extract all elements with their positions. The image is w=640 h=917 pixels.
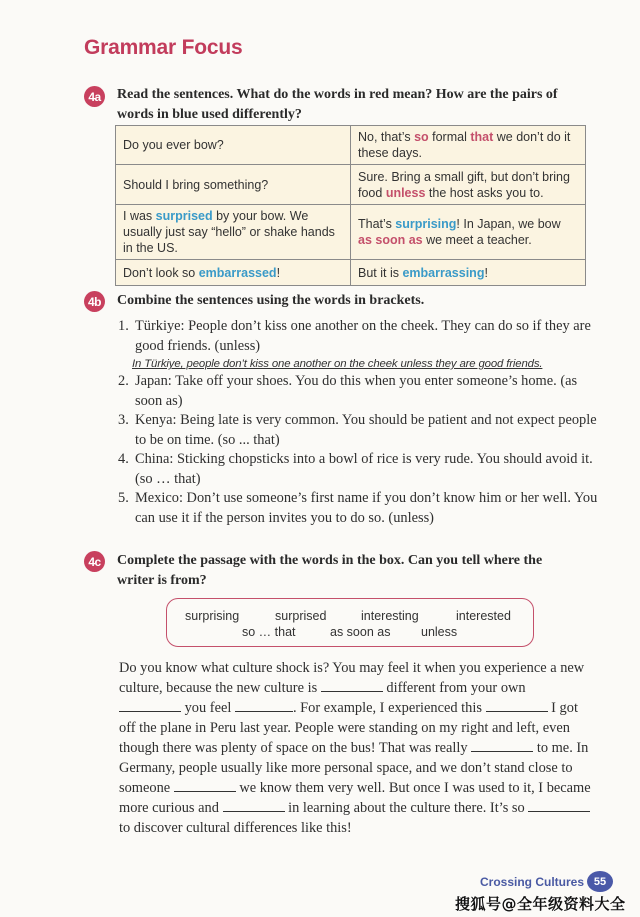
table-cell-right: [351, 165, 586, 205]
exercise-badge-4a: 4a: [84, 86, 105, 107]
passage-text: I got off the plane in Peru last year. People were standing on my right and left, even though there was plenty of space on the bus! That was really: [119, 700, 578, 756]
word-box-item: as soon as: [330, 625, 391, 639]
table-cell-left: [116, 126, 351, 165]
cell-text: formal: [428, 130, 471, 144]
passage-text: to discover cultural differences like this!: [119, 820, 352, 836]
table-row: [116, 165, 586, 205]
cell-text: by your bow. We usually just say “hello” or shake hands in the US.: [123, 209, 335, 255]
cell-text: !: [484, 265, 488, 280]
answer-blank[interactable]: [528, 799, 590, 812]
item-text: Japan: Take off your shoes. You do this when you enter someone’s home. (as soon as): [135, 373, 578, 409]
item-number: 4.: [118, 451, 129, 467]
table-cell-left: [116, 165, 351, 205]
answer-blank[interactable]: [223, 799, 285, 812]
passage-text: different from your own: [382, 680, 526, 696]
item-number: 3.: [118, 412, 129, 428]
passage-text: Do you know what culture shock is? You may feel it when you experience a new culture, because the new culture is: [119, 660, 585, 696]
instruction-4c: [117, 551, 542, 591]
answer-blank[interactable]: [486, 699, 548, 712]
cell-text: ! In Japan, we bow: [456, 217, 561, 231]
answer-blank[interactable]: [174, 779, 236, 792]
word-box-item: interesting: [361, 609, 419, 623]
item-text: China: Sticking chopsticks into a bowl of rice is very rude. You should avoid it. (so … that): [135, 451, 593, 487]
list-item: [118, 317, 598, 356]
cell-text: we don’t do it these days.: [358, 130, 571, 160]
highlight-blue-word: embarrassed: [198, 265, 277, 280]
instruction-4c-line1: Complete the passage with the words in the box. Can you tell where the: [117, 553, 543, 568]
cell-text: I was: [123, 209, 156, 223]
passage-text: you feel: [181, 700, 235, 716]
table-row: [116, 126, 586, 165]
table-cell-right: [351, 126, 586, 165]
highlight-red-word: so: [414, 130, 429, 144]
answer-blank[interactable]: [235, 699, 293, 712]
cell-text: !: [276, 265, 281, 280]
word-box: [166, 598, 534, 647]
passage-text: to me. In Germany, people usually like more personal space, and we don’t stand close to someone: [119, 740, 589, 796]
word-box-item: interested: [456, 609, 511, 623]
cell-text: But it is: [358, 265, 403, 280]
list-item: [118, 450, 598, 489]
page-title: Grammar Focus: [84, 36, 243, 59]
highlight-blue-word: embarrassing: [402, 265, 485, 280]
cell-text: we meet a teacher.: [422, 233, 532, 247]
example-answer: In Türkiye, people don’t kiss one another on the cheek unless they are good friends.: [132, 358, 543, 370]
item-number: 1.: [118, 318, 129, 334]
instruction-4a-line1: Read the sentences. What do the words in red mean? How are the pairs of: [117, 87, 558, 102]
table-cell-left: [116, 205, 351, 260]
table-cell-right: [351, 260, 586, 286]
instruction-4b: Combine the sentences using the words in brackets.: [117, 293, 425, 308]
unit-title: Crossing Cultures: [480, 875, 585, 889]
cell-text: Do you ever bow?: [123, 138, 224, 152]
page-number: 55: [587, 871, 613, 892]
cloze-passage: [119, 658, 591, 838]
answer-blank[interactable]: [119, 699, 181, 712]
list-item: [118, 372, 598, 411]
table-row: [116, 205, 586, 260]
cell-text: That’s: [358, 217, 396, 231]
item-text: Mexico: Don’t use someone’s first name if you don’t know him or her well. You can use it if the person invites you to do so. (unless): [135, 490, 598, 526]
word-box-item: so … that: [242, 625, 296, 639]
cell-text: the host asks you to.: [425, 185, 544, 200]
word-box-item: surprised: [275, 609, 327, 623]
instruction-4a-line2: words in blue used differently?: [117, 107, 302, 122]
answer-blank[interactable]: [321, 679, 383, 692]
item-number: 5.: [118, 490, 129, 506]
list-item: [118, 411, 598, 450]
word-box-item: unless: [421, 625, 458, 639]
cell-text: Sure. Bring a small gift, but don’t bring food: [358, 169, 570, 200]
list-item: [118, 489, 598, 528]
cell-text: Should I bring something?: [123, 177, 269, 192]
word-box-item: surprising: [185, 609, 240, 623]
highlight-red-word: unless: [385, 185, 426, 200]
exercise-badge-4b: 4b: [84, 291, 105, 312]
exercise-badge-4c: 4c: [84, 551, 105, 572]
passage-text: . For example, I experienced this: [292, 700, 486, 716]
passage-text: we know them very well. But once I was used to it, I became more curious and: [119, 780, 591, 816]
instruction-4a: [117, 85, 558, 125]
table-row: [116, 260, 586, 286]
answer-blank[interactable]: [471, 739, 533, 752]
instruction-4c-line2: writer is from?: [117, 573, 207, 588]
highlight-red-word: as soon as: [358, 233, 423, 247]
passage-text: in learning about the culture there. It’s so: [284, 800, 529, 816]
item-number: 2.: [118, 373, 129, 389]
watermark: 搜狐号@全年级资料大全: [455, 895, 626, 913]
highlight-blue-word: surprised: [155, 209, 213, 223]
cell-text: Don’t look so: [123, 265, 199, 280]
item-text: Kenya: Being late is very common. You should be patient and not expect people to be on time. (so ... that): [135, 412, 597, 448]
table-cell-right: [351, 205, 586, 260]
cell-text: No, that’s: [358, 130, 415, 144]
table-cell-left: [116, 260, 351, 286]
highlight-blue-word: surprising: [395, 217, 457, 231]
grammar-table: [115, 125, 586, 286]
item-text: Türkiye: People don’t kiss one another on the cheek. They can do so if they are good friends. (unless): [135, 318, 591, 354]
highlight-red-word: that: [470, 130, 494, 144]
exercise-list-4b: [118, 317, 598, 528]
